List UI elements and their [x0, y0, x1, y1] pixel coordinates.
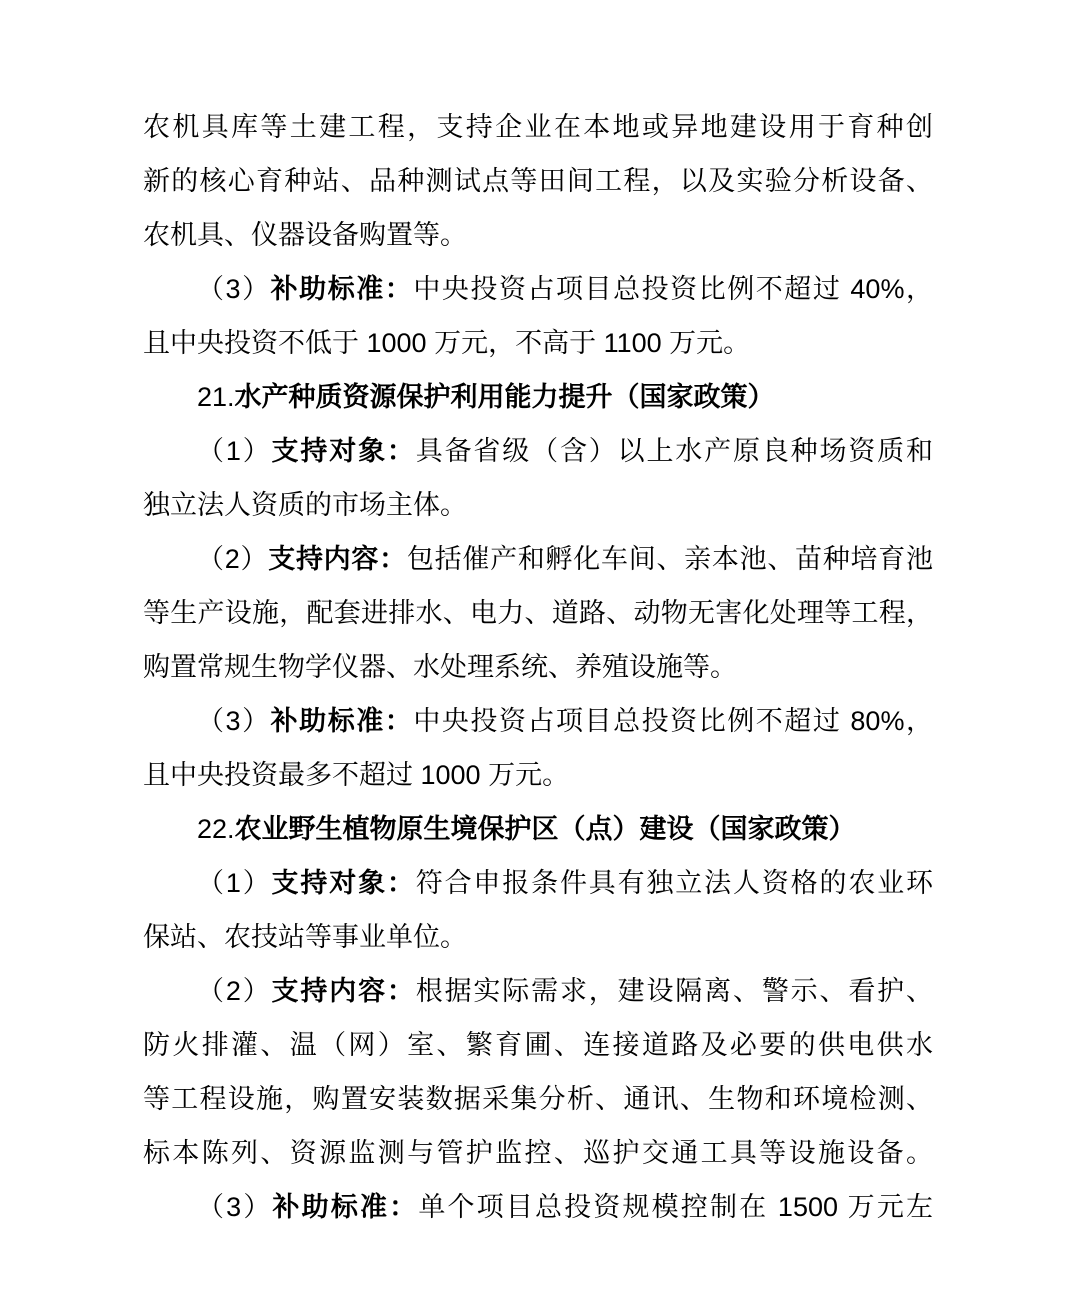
text-line — [143, 208, 933, 262]
text-segment: 且中央投资最多不超过 1000 万元。 — [143, 760, 570, 790]
bold-label: 补助标准： — [272, 1192, 419, 1222]
text-segment: 具备省级（含）以上水产原良种场资质和 — [415, 436, 934, 466]
bold-label: 补助标准： — [270, 274, 414, 304]
text-segment: 等工程设施，购置安装数据采集分析、通讯、生物和环境检测、 — [143, 1084, 933, 1114]
text-segment: 等生产设施，配套进排水、电力、道路、动物无害化处理等工程， — [143, 598, 933, 628]
heading-line — [143, 370, 933, 424]
text-line — [143, 100, 933, 154]
bold-label: 支持内容： — [271, 976, 416, 1006]
text-line — [143, 856, 933, 910]
bold-label: 补助标准： — [270, 706, 414, 736]
document-body — [143, 100, 933, 1234]
text-line — [143, 640, 933, 694]
text-segment: 中央投资占项目总投资比例不超过 40%， — [413, 274, 933, 304]
text-segment: 标本陈列、资源监测与管护监控、巡护交通工具等设施设备。 — [143, 1138, 933, 1168]
text-line — [143, 1180, 933, 1234]
text-line — [143, 478, 933, 532]
text-line — [143, 262, 933, 316]
text-segment: 保站、农技站等事业单位。 — [143, 922, 467, 952]
text-segment: 防火排灌、温（网）室、繁育圃、连接道路及必要的供电供水 — [143, 1030, 933, 1060]
bold-label: 农业野生植物原生境保护区（点）建设（国家政策） — [234, 814, 856, 844]
text-segment: 单个项目总投资规模控制在 1500 万元左 — [418, 1192, 933, 1222]
text-line — [143, 748, 933, 802]
text-segment: （2） — [197, 544, 269, 574]
text-line — [143, 316, 933, 370]
text-segment: 22. — [197, 814, 235, 844]
bold-label: 水产种质资源保护利用能力提升（国家政策） — [234, 382, 775, 412]
text-segment: 农机具库等土建工程，支持企业在本地或异地建设用于育种创 — [143, 112, 933, 142]
text-segment: （1） — [197, 868, 272, 898]
text-segment: 独立法人资质的市场主体。 — [143, 490, 467, 520]
text-segment: 中央投资占项目总投资比例不超过 80%， — [413, 706, 933, 736]
text-line — [143, 1072, 933, 1126]
text-segment: 新的核心育种站、品种测试点等田间工程，以及实验分析设备、 — [143, 166, 933, 196]
text-line — [143, 586, 933, 640]
text-segment: （1） — [197, 436, 272, 466]
text-segment: 符合申报条件具有独立法人资格的农业环 — [415, 868, 934, 898]
bold-label: 支持对象： — [271, 436, 416, 466]
text-line — [143, 1018, 933, 1072]
text-line — [143, 532, 933, 586]
text-segment: （3） — [197, 274, 271, 304]
text-line — [143, 1126, 933, 1180]
text-segment: （2） — [197, 976, 272, 1006]
text-line — [143, 910, 933, 964]
text-segment: （3） — [197, 1192, 273, 1222]
text-line — [143, 694, 933, 748]
text-segment: 且中央投资不低于 1000 万元，不高于 1100 万元。 — [143, 328, 751, 358]
text-segment: 根据实际需求，建设隔离、警示、看护、 — [415, 976, 934, 1006]
text-segment: 购置常规生物学仪器、水处理系统、养殖设施等。 — [143, 652, 737, 682]
bold-label: 支持内容： — [268, 544, 407, 574]
text-segment: （3） — [197, 706, 271, 736]
bold-label: 支持对象： — [271, 868, 416, 898]
text-segment: 包括催产和孵化车间、亲本池、苗种培育池 — [406, 544, 934, 574]
text-line — [143, 424, 933, 478]
text-line — [143, 154, 933, 208]
text-segment: 农机具、仪器设备购置等。 — [143, 220, 467, 250]
text-segment: 21. — [197, 382, 235, 412]
heading-line — [143, 802, 933, 856]
text-line — [143, 964, 933, 1018]
